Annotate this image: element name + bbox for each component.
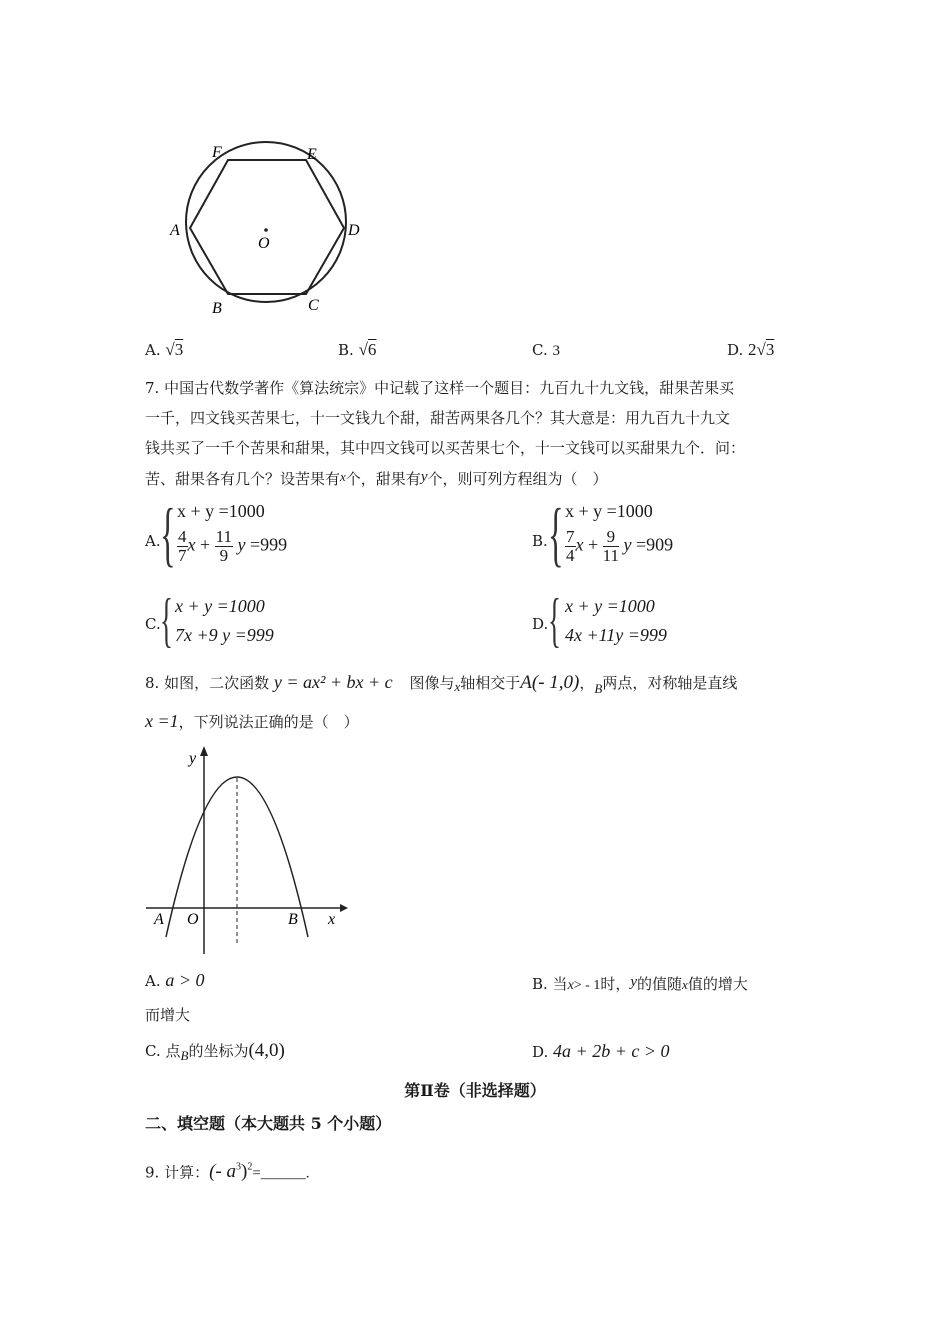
section-title: 第Ⅱ卷（非选择题） [404, 1081, 546, 1100]
option-label: C. 点 [145, 1042, 181, 1060]
denominator: 4 [566, 546, 575, 565]
q8-option-a [145, 970, 205, 991]
text-segment: 轴相交于 [460, 674, 521, 692]
q8-option-b-continuation: 而增大 [145, 1006, 191, 1024]
q7-c-equation-1: x + y =1000 [175, 596, 265, 616]
q6-option-d: D. 2√3 [727, 340, 775, 359]
text-segment: 苦、甜果各有几个？设苦果有 [145, 470, 341, 488]
q7-a-equation-1: x + y =1000 [177, 501, 265, 521]
q8-option-b [532, 972, 748, 996]
q7-d-equation-1: x + y =1000 [565, 596, 655, 616]
answer-blank: =______. [252, 1165, 310, 1182]
var-b: B [594, 681, 603, 696]
point-a-label: A [154, 911, 164, 928]
option-expression: 4a + 2b + c > 0 [553, 1041, 670, 1061]
text-segment: 值的增大 [687, 975, 748, 993]
denominator: 9 [219, 546, 229, 565]
text-segment: 的值随 [637, 975, 683, 993]
label-B: B [212, 300, 222, 317]
brace: { [160, 494, 176, 574]
q8-line-1 [145, 672, 737, 699]
denominator: 7 [178, 546, 187, 565]
coordinate: (4,0) [248, 1040, 285, 1061]
label-C: C [308, 297, 319, 314]
q7-option-c-label: C. [145, 615, 161, 633]
text-segment: 两点，对称轴是直线 [602, 674, 738, 692]
x-axis-arrow [340, 904, 348, 912]
sqrt-value: 3 [174, 340, 184, 359]
q6-option-a: A. √3 [145, 340, 184, 359]
sqrt-value: 6 [367, 340, 377, 359]
expr-close: ) [241, 1161, 248, 1183]
option-label: D. [727, 341, 744, 359]
inner-exponent: 3 [236, 1162, 241, 1173]
q6-option-c [532, 340, 560, 361]
brace: { [160, 587, 173, 653]
q7-b-equation-1: x + y =1000 [565, 501, 653, 521]
x-axis-label: x [328, 911, 336, 928]
option-label: B. 当 [532, 975, 568, 993]
label-D: D [348, 222, 360, 239]
numerator: 11 [215, 527, 233, 546]
fraction [565, 528, 576, 565]
var-x: x [454, 679, 461, 694]
rhs: =909 [636, 534, 674, 555]
label-O: O [258, 235, 270, 252]
axis-equation: x =1 [145, 711, 179, 731]
option-label: B. [338, 341, 354, 359]
text-segment: 图像与 [409, 674, 455, 692]
option-label: A. [145, 341, 161, 359]
q7-c-equation-2: 7x +9 y =999 [175, 625, 274, 645]
denominator: 11 [602, 546, 620, 565]
expr-base: (- a [209, 1161, 236, 1183]
q7-option-a-label: A. [145, 532, 161, 550]
q7-b-equation-2: $\frac{7}{4}$ x + $\frac{9}{11}$ y =909 [566, 527, 674, 565]
option-expression: a > 0 [165, 970, 205, 990]
text-segment: ， [579, 674, 595, 692]
hexagon-shape [190, 160, 344, 294]
point-a: A(- 1,0) [520, 672, 580, 693]
q8-option-d [532, 1041, 669, 1062]
function-expression: y = ax² + bx + c [273, 672, 393, 692]
fraction [603, 528, 619, 565]
option-value: 3 [552, 343, 560, 359]
q8-option-c [145, 1041, 285, 1066]
hexagon-in-circle-figure [160, 138, 375, 318]
text-segment: 时， [600, 975, 631, 993]
text-segment: 个，则可列方程组为（ ） [427, 470, 608, 488]
text-segment: 个，甜果有 [345, 470, 421, 488]
q9-line [145, 1158, 310, 1183]
q7-d-equation-2: 4x +11y =999 [565, 625, 667, 645]
q9-expression [209, 1161, 252, 1182]
y-axis-arrow [200, 746, 208, 756]
q7-line-1: 7. 中国古代数学著作《算法统宗》中记载了这样一个题目：九百九十九文钱，甜果苦果买 [145, 379, 735, 397]
q7-a-equation-2: $\frac{4}{7}$ x + $\frac{11}{9}$ y =999 [178, 527, 288, 565]
label-A: A [170, 222, 180, 239]
circle-shape [186, 142, 346, 302]
coefficient: 2 [748, 340, 757, 359]
option-label: D. [532, 1043, 549, 1061]
q7-line-3: 钱共买了一千个苦果和甜果，其中四文钱可以买苦果七个，十一文钱可以买甜果九个．问： [145, 439, 746, 457]
var-x: x [682, 977, 688, 992]
text-segment: 9. 计算： [145, 1163, 210, 1182]
numerator: 9 [603, 528, 619, 547]
var-b: B [180, 1048, 189, 1063]
text-segment: 8. 如图，二次函数 [145, 674, 270, 692]
label-E: E [307, 146, 317, 163]
q7-option-b-label: B. [532, 532, 548, 550]
fraction [215, 528, 233, 565]
sqrt-value: 3 [765, 340, 775, 359]
point-b-label: B [288, 911, 298, 928]
condition: > - 1 [573, 978, 601, 993]
origin-label: O [187, 911, 199, 928]
q7-line-4 [145, 467, 608, 489]
label-F: F [212, 144, 222, 161]
q8-line-2 [145, 711, 359, 732]
var-x: x [567, 978, 574, 993]
section-subtitle: 二、填空题（本大题共 5 个小题） [145, 1114, 392, 1133]
numerator: 7 [566, 527, 575, 546]
option-label: C. [532, 341, 548, 359]
q7-line-2: 一千，四文钱买苦果七，十一文钱九个甜，甜苦两果各几个？其大意是：用九百九十九文 [145, 409, 731, 427]
y-axis-label: y [189, 750, 197, 767]
fraction [177, 528, 188, 565]
q7-option-d-label: D. [532, 615, 549, 633]
brace: { [548, 587, 561, 653]
parabola-graph [140, 742, 350, 957]
var-y: y [420, 469, 428, 485]
outer-exponent: 2 [247, 1162, 253, 1173]
var-y: y [630, 974, 638, 990]
option-label: A. [145, 972, 161, 990]
numerator: 4 [178, 527, 187, 546]
rhs: =999 [250, 534, 288, 555]
text-segment: 的坐标为 [188, 1042, 249, 1060]
center-point [264, 228, 268, 232]
q6-option-b: B. √6 [338, 340, 377, 359]
brace: { [548, 494, 564, 574]
text-segment: ，下列说法正确的是（ ） [178, 713, 359, 731]
var-x: x [340, 469, 346, 484]
